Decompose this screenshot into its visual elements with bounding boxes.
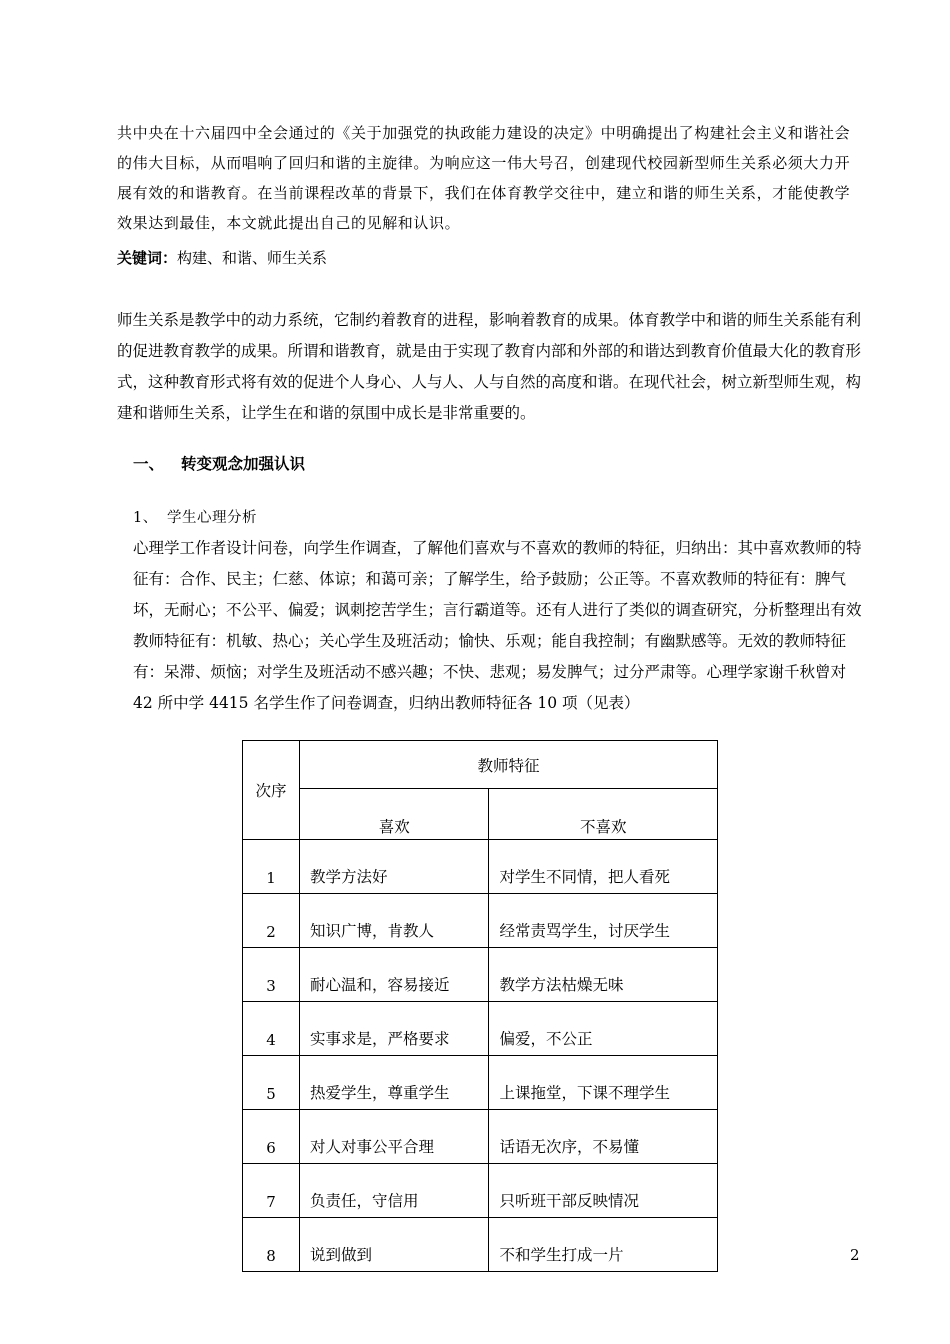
body-paragraph: 心理学工作者设计问卷，向学生作调查，了解他们喜欢与不喜欢的教师的特征，归纳出：其中喜欢教师的特征有：合作、民主；仁慈、体谅；和蔼可亲；了解学生，给予鼓励；公正等。不喜欢教师的特征有：脾气坏，无耐心；不公平、偏爱；讽刺挖苦学生；言行霸道等。还有人进行了类似的调查研究，分析整理出有效教师特征有：机敏、热心；关心学生及班活动；愉快、乐观；能自我控制；有幽默感等。无效的教师特征有：呆滞、烦恼；对学生及班活动不感兴趣；不快、悲观；易发脾气；过分严肃等。心理学家谢千秋曾对 42 所中学 4415 名学生作了问卷调查，归纳出教师特征各 10 项（见表） bbox=[133, 539, 862, 712]
subsection-heading bbox=[133, 506, 257, 527]
table-row bbox=[243, 1110, 718, 1164]
row-seq: 1 bbox=[243, 840, 300, 894]
table-row bbox=[243, 840, 718, 894]
row-seq: 5 bbox=[243, 1056, 300, 1110]
row-seq: 8 bbox=[243, 1218, 300, 1272]
row-like: 负责任，守信用 bbox=[300, 1164, 489, 1218]
row-like: 实事求是，严格要求 bbox=[300, 1002, 489, 1056]
row-seq: 3 bbox=[243, 948, 300, 1002]
row-like: 对人对事公平合理 bbox=[300, 1110, 489, 1164]
section-number: 一、 bbox=[133, 455, 165, 473]
row-dislike: 上课拖堂，下课不理学生 bbox=[489, 1056, 718, 1110]
row-seq: 6 bbox=[243, 1110, 300, 1164]
subsection-number: 1、 bbox=[133, 510, 158, 526]
keywords-label: 关键词： bbox=[117, 249, 178, 267]
teacher-traits-table bbox=[242, 740, 718, 1272]
section-heading bbox=[133, 452, 305, 474]
subsection-title: 学生心理分析 bbox=[167, 510, 257, 526]
row-dislike: 教学方法枯燥无味 bbox=[489, 948, 718, 1002]
table-row bbox=[243, 1002, 718, 1056]
header-seq: 次序 bbox=[243, 741, 300, 840]
table-row bbox=[243, 1164, 718, 1218]
row-dislike: 对学生不同情，把人看死 bbox=[489, 840, 718, 894]
header-traits: 教师特征 bbox=[300, 741, 718, 789]
row-like: 知识广博，肯教人 bbox=[300, 894, 489, 948]
row-dislike: 偏爱，不公正 bbox=[489, 1002, 718, 1056]
intro-paragraph: 师生关系是教学中的动力系统，它制约着教育的进程，影响着教育的成果。体育教学中和谐的师生关系能有利的促进教育教学的成果。所谓和谐教育，就是由于实现了教育内部和外部的和谐达到教育价值最大化的教育形式，这种教育形式将有效的促进个人身心、人与人、人与自然的高度和谐。在现代社会，树立新型师生观，构建和谐师生关系，让学生在和谐的氛围中成长是非常重要的。 bbox=[117, 311, 862, 422]
table-row bbox=[243, 1056, 718, 1110]
row-like: 说到做到 bbox=[300, 1218, 489, 1272]
table-row bbox=[243, 1218, 718, 1272]
header-dislike: 不喜欢 bbox=[489, 789, 718, 840]
row-dislike: 经常责骂学生，讨厌学生 bbox=[489, 894, 718, 948]
keywords-line bbox=[117, 246, 863, 270]
row-dislike: 不和学生打成一片 bbox=[489, 1218, 718, 1272]
header-like: 喜欢 bbox=[300, 789, 489, 840]
table-row bbox=[243, 894, 718, 948]
row-seq: 4 bbox=[243, 1002, 300, 1056]
row-like: 热爱学生，尊重学生 bbox=[300, 1056, 489, 1110]
table-row bbox=[243, 948, 718, 1002]
row-like: 教学方法好 bbox=[300, 840, 489, 894]
row-like: 耐心温和，容易接近 bbox=[300, 948, 489, 1002]
row-dislike: 只听班干部反映情况 bbox=[489, 1164, 718, 1218]
keywords-text: 构建、和谐、师生关系 bbox=[177, 249, 328, 267]
abstract-paragraph: 共中央在十六届四中全会通过的《关于加强党的执政能力建设的决定》中明确提出了构建社会主义和谐社会的伟大目标，从而唱响了回归和谐的主旋律。为响应这一伟大号召，创建现代校园新型师生关系必须大力开展有效的和谐教育。在当前课程改革的背景下，我们在体育教学交往中，建立和谐的师生关系，才能使教学效果达到最佳，本文就此提出自己的见解和认识。 bbox=[117, 124, 851, 232]
row-seq: 2 bbox=[243, 894, 300, 948]
section-title: 转变观念加强认识 bbox=[181, 455, 306, 473]
row-dislike: 话语无次序，不易懂 bbox=[489, 1110, 718, 1164]
row-seq: 7 bbox=[243, 1164, 300, 1218]
page-number: 2 bbox=[850, 1246, 860, 1264]
